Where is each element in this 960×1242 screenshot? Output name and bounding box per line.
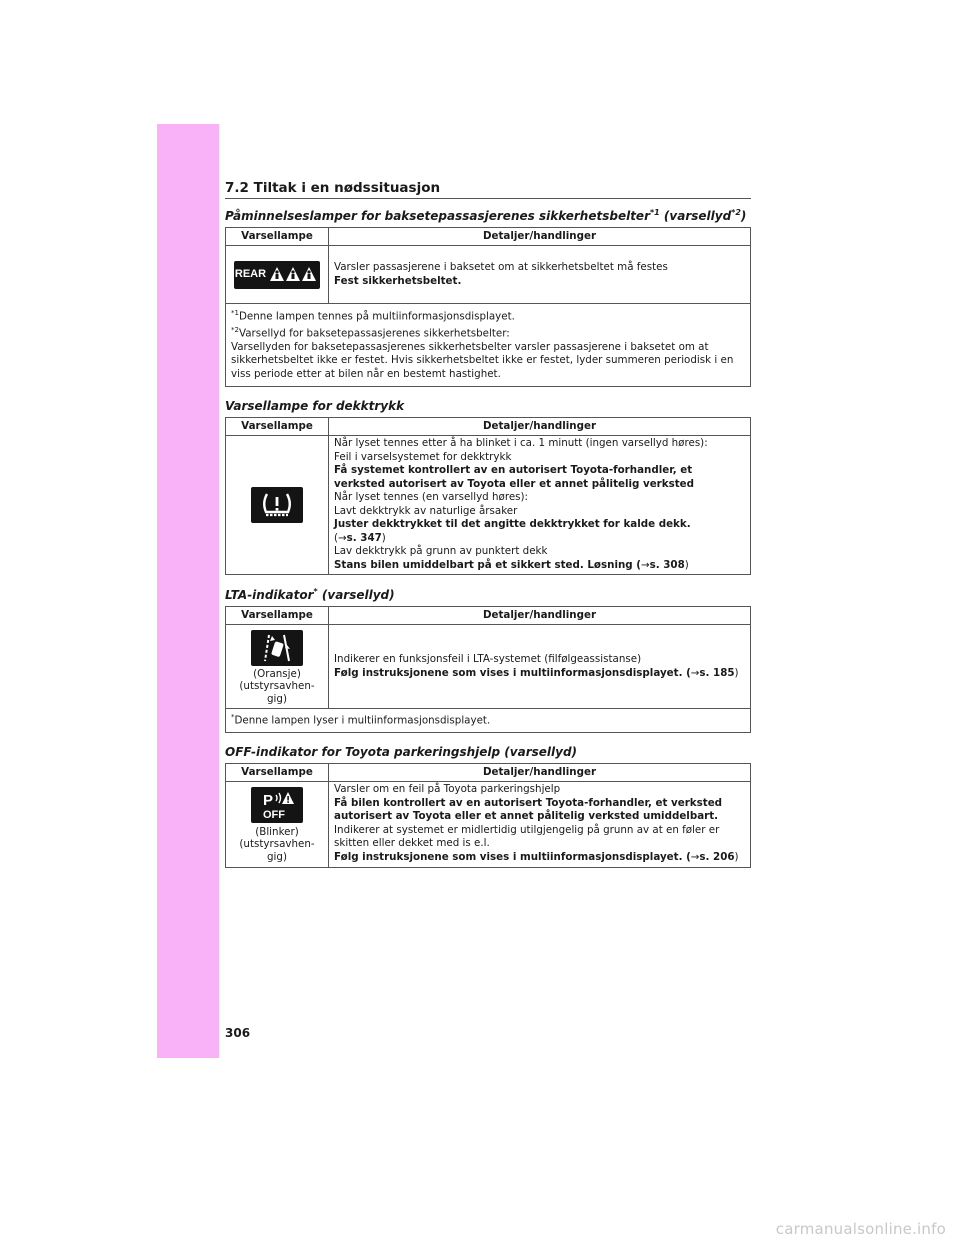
- details-cell: Indikerer en funksjonsfeil i LTA-systemet (filfølgeassistanse) Følg instruksjonene som vises i multiinformasjonsdisplayet. (→s. 185): [329, 625, 751, 709]
- lta-title: LTA-indikator* (varsellyd): [225, 587, 395, 603]
- lamp-cell: P OFF (Blinker) (utstyrsavhen- gig): [226, 782, 329, 868]
- seatbelt-table: [225, 227, 751, 387]
- table-row: [226, 246, 751, 304]
- col-details-header: Detaljer/handlinger: [329, 764, 751, 782]
- col-lamp-header: Varsellampe: [226, 607, 329, 625]
- table-header-row: [226, 418, 751, 436]
- table-header-row: [226, 607, 751, 625]
- col-details-header: Detaljer/handlinger: [329, 228, 751, 246]
- lamp-cell: (Oransje) (utstyrsavhen- gig): [226, 625, 329, 709]
- details-cell: Varsler om en feil på Toyota parkeringshjelp Få bilen kontrollert av en autorisert Toyota-forhandler, et verksted autorisert av Toyota eller et annet pålitelig verksted umiddelbart. Indikerer at systemet er midlertidig utilgjengelig på grunn av at en føler er skitten eller dekket med is e.l. Følg instruksjonene som vises i multiinformasjonsdisplayet. (→s. 206): [329, 782, 751, 868]
- table-header-row: [226, 228, 751, 246]
- svg-text:OFF: OFF: [263, 809, 285, 822]
- page-reference-link[interactable]: s. 185: [699, 666, 735, 679]
- col-lamp-header: Varsellampe: [226, 764, 329, 782]
- lta-note: *Denne lampen lyser i multiinformasjonsdisplayet.: [226, 709, 751, 733]
- side-color-band: [157, 124, 219, 1058]
- details-cell: Når lyset tennes etter å ha blinket i ca. 1 minutt (ingen varsellyd høres): Feil i varselsystemet for dekktrykk Få systemet kontrollert av en autorisert Toyota-forhandler, et verksted autorisert av Toyota eller et annet pålitelig verksted Når lyset tennes (en varsellyd høres): Lavt dekktrykk av naturlige årsaker Juster dekktrykket til det angitte dekktrykket for kalde dekk. (→s. 347) Lav dekktrykk på grunn av punktert dekk Stans bilen umiddelbart på et sikkert sted. Løsning (→s. 308): [329, 436, 751, 575]
- note-row: [226, 709, 751, 733]
- table-header-row: [226, 764, 751, 782]
- watermark: carmanualsonline.info: [775, 1220, 946, 1238]
- col-details-header: Detaljer/handlinger: [329, 418, 751, 436]
- page-reference-link[interactable]: s. 206: [699, 850, 735, 863]
- details-cell: Varsler passasjerene i baksetet om at sikkerhetsbeltet må festes Fest sikkerhetsbeltet.: [329, 246, 751, 304]
- lane-trace-assist-icon: [251, 630, 303, 666]
- seat-belt-warning-icons: [269, 266, 319, 284]
- parking-title: OFF-indikator for Toyota parkeringshjelp (varsellyd): [225, 745, 578, 760]
- tire-table: [225, 417, 751, 575]
- table-row: [226, 782, 751, 868]
- note-row: [226, 304, 751, 387]
- page-content: [225, 180, 751, 880]
- tire-pressure-icon: [251, 487, 303, 523]
- rear-seatbelt-icon: REAR: [234, 261, 320, 289]
- svg-text:P: P: [263, 792, 274, 810]
- page-reference-link[interactable]: s. 308: [649, 558, 685, 571]
- seatbelt-title: Påminnelseslamper for baksetepassasjerenes sikkerhetsbelter$^{*1}$ (varsellyd$^{*2}$): [225, 208, 747, 223]
- table-row: [226, 436, 751, 575]
- lta-table: [225, 606, 751, 733]
- lamp-cell: [226, 436, 329, 575]
- section-header: 7.2 Tiltak i en nødssituasjon: [225, 180, 751, 199]
- page-reference-link[interactable]: s. 347: [346, 531, 382, 544]
- parking-table: [225, 763, 751, 868]
- table-row: [226, 625, 751, 709]
- page-number: 306: [225, 1026, 251, 1040]
- lamp-cell: [226, 246, 329, 304]
- parking-support-off-icon: [251, 787, 303, 823]
- col-lamp-header: Varsellampe: [226, 228, 329, 246]
- seatbelt-notes: $^{*1}$Denne lampen tennes på multiinformasjonsdisplayet. $^{*2}$Varsellyd for baksetepassasjerenes sikkerhetsbelter: Varsellyden for baksetepassasjerenes sikkerhetsbelter varsler passasjerene i baksetet om at sikkerhetsbeltet ikke er festet. Hvis sikkerhetsbeltet ikke er festet, lyder summeren periodisk i en viss periode etter at bilen når en bestemt hastighet.: [226, 304, 751, 387]
- col-details-header: Detaljer/handlinger: [329, 607, 751, 625]
- tire-title: Varsellampe for dekktrykk: [225, 399, 405, 414]
- col-lamp-header: Varsellampe: [226, 418, 329, 436]
